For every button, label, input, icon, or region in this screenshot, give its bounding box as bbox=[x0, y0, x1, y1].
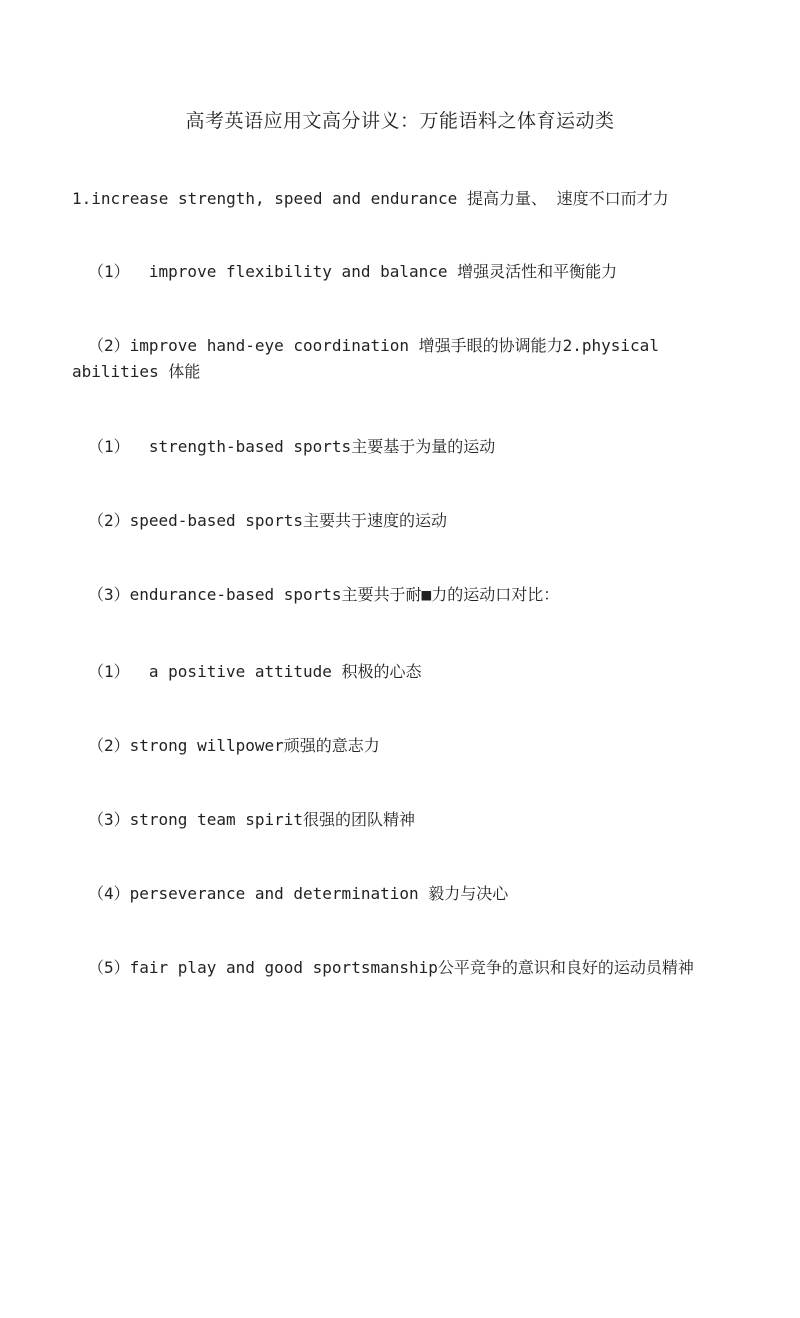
list-item: （1） a positive attitude 积极的心态 bbox=[88, 662, 422, 681]
list-item: （3）endurance-based sports主要共于耐■力的运动口对比： bbox=[88, 585, 560, 604]
list-item: （2）speed-based sports主要共于速度的运动 bbox=[88, 511, 448, 530]
list-item: （4）perseverance and determination 毅力与决心 bbox=[88, 884, 509, 903]
list-item: （2）improve hand-eye coordination 增强手眼的协调能力2.physical bbox=[88, 336, 659, 355]
list-item: （5）fair play and good sportsmanship公平竞争的意识和良好的运动员精神 bbox=[88, 958, 694, 977]
section-1-heading: 1.increase strength, speed and endurance 提高力量、 速度不口而才力 bbox=[72, 189, 669, 208]
list-item-continuation: abilities 体能 bbox=[72, 362, 201, 381]
list-item: （3）strong team spirit很强的团队精神 bbox=[88, 810, 416, 829]
list-item: （1） strength-based sports主要基于为量的运动 bbox=[88, 437, 496, 456]
page-title: 高考英语应用文高分讲义：万能语料之体育运动类 bbox=[185, 110, 615, 132]
list-item: （1） improve flexibility and balance 增强灵活性和平衡能力 bbox=[88, 262, 618, 281]
list-item: （2）strong willpower顽强的意志力 bbox=[88, 736, 380, 755]
